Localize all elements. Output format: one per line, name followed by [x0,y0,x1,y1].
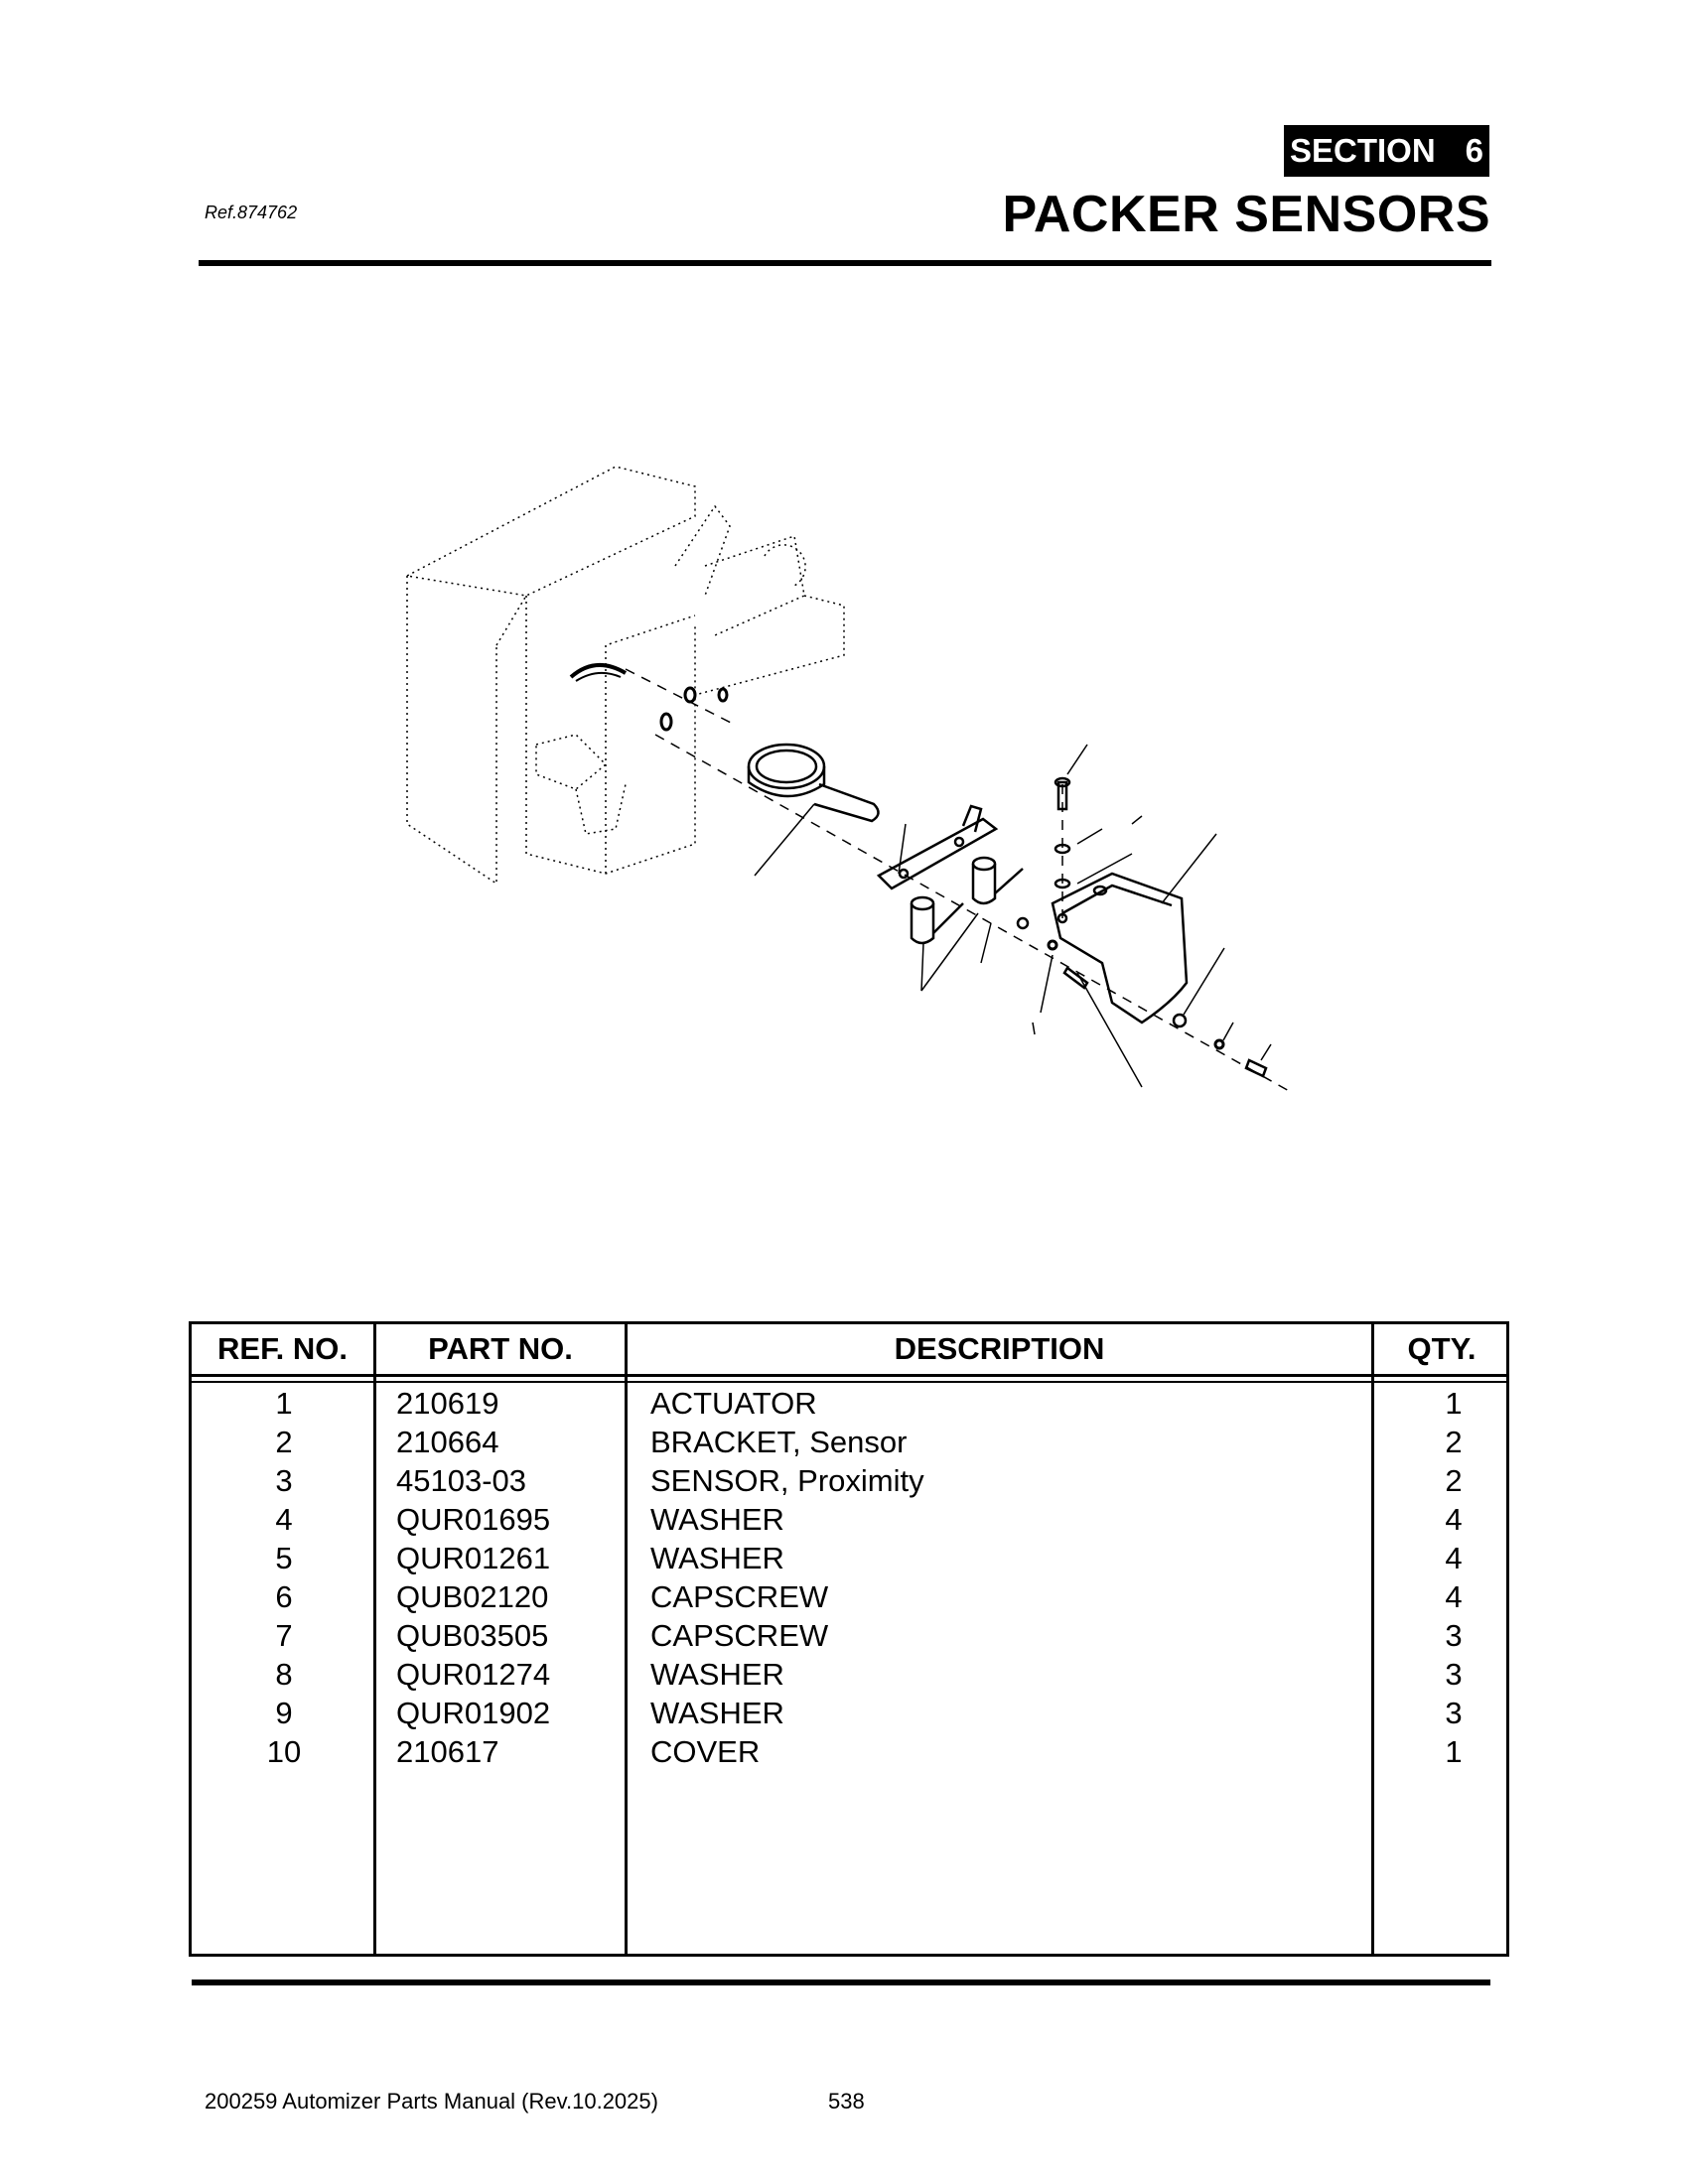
leader-washer-a [981,923,991,963]
ref-number: 3 [275,1463,293,1498]
proximity-sensor-part [912,858,1023,943]
ref-number: 1 [275,1386,293,1421]
quantity: 3 [1445,1657,1463,1692]
quantity: 2 [1445,1425,1463,1459]
part-number: 45103-03 [396,1463,527,1498]
section-badge [1284,125,1489,177]
table-row [192,1461,1506,1500]
table-row [192,1539,1506,1577]
column-header-part: PART NO. [428,1331,573,1366]
part-description: WASHER [650,1502,784,1537]
footer-rule [192,1979,1490,1985]
sensor-bracket-part [879,806,996,888]
part-number: QUB02120 [396,1579,549,1614]
page-number: 538 [828,2089,865,2114]
section-number: 6 [1465,132,1484,169]
leader-sensor [921,913,978,991]
page-title: PACKER SENSORS [1002,186,1490,243]
footer-manual-title: 200259 Automizer Parts Manual (Rev.10.2025) [205,2089,658,2114]
assembly-axis [626,669,1291,1092]
part-number: QUR01902 [396,1696,551,1730]
part-description: COVER [650,1734,761,1769]
part-number: QUR01695 [396,1502,551,1537]
quantity: 2 [1445,1463,1463,1498]
parts-table [189,1321,1509,1957]
section-label: SECTION [1289,132,1436,169]
housing-phantom-outline [407,467,844,884]
table-row [192,1577,1506,1616]
header-divider [192,1374,1506,1377]
leader-actuator [755,804,814,876]
table-row [192,1500,1506,1539]
leader-washer-b [1033,955,1053,1034]
header-divider-double [192,1381,1506,1383]
grommet-left [661,714,671,730]
part-description: SENSOR, Proximity [650,1463,924,1498]
table-row [192,1655,1506,1694]
washer-2 [1049,941,1056,949]
part-number: 210619 [396,1386,499,1421]
column-header-description: DESCRIPTION [894,1331,1105,1366]
ref-number: 10 [266,1734,302,1769]
washer-right-2 [1215,1040,1223,1048]
grommet-right [719,689,727,701]
leader-cover [1162,834,1216,903]
leader-washer-f [1223,1023,1233,1040]
quantity: 4 [1445,1541,1463,1575]
part-number: QUB03505 [396,1618,549,1653]
table-body [192,1384,1506,1771]
quantity: 4 [1445,1502,1463,1537]
leader-washer-c [1077,816,1142,844]
ref-number: 5 [275,1541,293,1575]
column-header-ref: REF. NO. [217,1331,348,1366]
part-description: WASHER [650,1541,784,1575]
cover-part [1053,874,1187,1023]
part-description: CAPSCREW [650,1618,829,1653]
quantity: 1 [1445,1734,1463,1769]
ref-number: 7 [275,1618,293,1653]
washer-right-1 [1174,1015,1186,1026]
leader-bracket [899,824,906,874]
part-number: QUR01261 [396,1541,551,1575]
part-description: ACTUATOR [650,1386,817,1421]
table-row [192,1732,1506,1771]
leader-washer-e [1184,948,1224,1015]
quantity: 4 [1445,1579,1463,1614]
table-row [192,1384,1506,1423]
ref-number: 4 [275,1502,293,1537]
quantity: 3 [1445,1618,1463,1653]
table-row [192,1616,1506,1655]
header-rule [199,260,1491,266]
capscrew-stack [1055,778,1069,887]
part-number: QUR01274 [396,1657,551,1692]
washer-1 [1018,918,1028,928]
ref-number: 8 [275,1657,293,1692]
reference-code: Ref.874762 [205,203,298,222]
grommet-mid [685,688,695,702]
part-number: 210617 [396,1734,499,1769]
part-description: WASHER [650,1657,784,1692]
quantity: 1 [1445,1386,1463,1421]
ref-number: 2 [275,1425,293,1459]
ref-number: 6 [275,1579,293,1614]
table-row [192,1694,1506,1732]
part-description: BRACKET, Sensor [650,1425,908,1459]
quantity: 3 [1445,1696,1463,1730]
actuator-part [749,745,879,821]
exploded-parts-diagram [377,447,1331,1112]
column-header-qty: QTY. [1407,1331,1477,1366]
table-row [192,1423,1506,1461]
ref-number: 9 [275,1696,293,1730]
leader-capscrew-right [1261,1044,1271,1060]
leader-capscrew [1067,745,1087,774]
part-number: 210664 [396,1425,499,1459]
part-description: WASHER [650,1696,784,1730]
part-description: CAPSCREW [650,1579,829,1614]
